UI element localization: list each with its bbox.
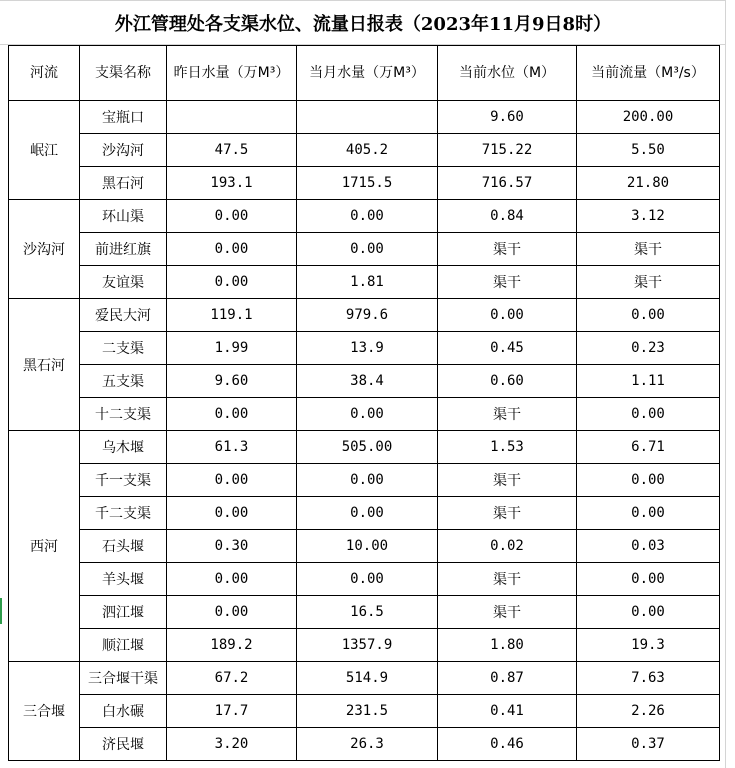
water-level-cell: 715.22 xyxy=(438,134,577,167)
header-river: 河流 xyxy=(9,46,80,101)
flow-rate-cell: 5.50 xyxy=(577,134,720,167)
river-cell: 黑石河 xyxy=(9,299,80,431)
yesterday-volume-cell xyxy=(167,101,297,134)
header-row xyxy=(9,46,720,101)
river-cell: 西河 xyxy=(9,431,80,662)
table-row xyxy=(9,728,720,761)
branch-name-cell: 三合堰干渠 xyxy=(80,662,167,695)
yesterday-volume-cell: 0.00 xyxy=(167,563,297,596)
row-selection-marker xyxy=(0,598,2,624)
yesterday-volume-cell: 9.60 xyxy=(167,365,297,398)
yesterday-volume-cell: 17.7 xyxy=(167,695,297,728)
report-title: 外江管理处各支渠水位、流量日报表（2023年11月9日8时） xyxy=(0,0,726,45)
water-level-cell: 渠干 xyxy=(438,563,577,596)
water-level-cell: 0.41 xyxy=(438,695,577,728)
header-month: 当月水量（万M³） xyxy=(297,46,438,101)
yesterday-volume-cell: 0.00 xyxy=(167,266,297,299)
branch-name-cell: 爱民大河 xyxy=(80,299,167,332)
table-row xyxy=(9,299,720,332)
flow-rate-cell: 0.00 xyxy=(577,497,720,530)
yesterday-volume-cell: 0.00 xyxy=(167,596,297,629)
branch-name-cell: 十二支渠 xyxy=(80,398,167,431)
flow-rate-cell: 0.00 xyxy=(577,398,720,431)
flow-rate-cell: 21.80 xyxy=(577,167,720,200)
month-volume-cell: 1715.5 xyxy=(297,167,438,200)
branch-name-cell: 千一支渠 xyxy=(80,464,167,497)
table-row xyxy=(9,695,720,728)
table-row xyxy=(9,332,720,365)
water-level-cell: 0.02 xyxy=(438,530,577,563)
water-level-cell: 0.00 xyxy=(438,299,577,332)
water-level-cell: 渠干 xyxy=(438,596,577,629)
header-yesterday: 昨日水量（万M³） xyxy=(167,46,297,101)
water-level-cell: 0.84 xyxy=(438,200,577,233)
water-level-cell: 渠干 xyxy=(438,233,577,266)
flow-rate-cell: 0.00 xyxy=(577,464,720,497)
yesterday-volume-cell: 1.99 xyxy=(167,332,297,365)
branch-name-cell: 环山渠 xyxy=(80,200,167,233)
flow-rate-cell: 2.26 xyxy=(577,695,720,728)
branch-name-cell: 石头堰 xyxy=(80,530,167,563)
month-volume-cell: 16.5 xyxy=(297,596,438,629)
yesterday-volume-cell: 0.30 xyxy=(167,530,297,563)
yesterday-volume-cell: 0.00 xyxy=(167,200,297,233)
table-row xyxy=(9,101,720,134)
water-level-cell: 渠干 xyxy=(438,464,577,497)
month-volume-cell xyxy=(297,101,438,134)
flow-rate-cell: 0.37 xyxy=(577,728,720,761)
water-level-cell: 9.60 xyxy=(438,101,577,134)
water-level-cell: 716.57 xyxy=(438,167,577,200)
yesterday-volume-cell: 0.00 xyxy=(167,464,297,497)
month-volume-cell: 1.81 xyxy=(297,266,438,299)
month-volume-cell: 514.9 xyxy=(297,662,438,695)
report-table-body xyxy=(9,46,720,761)
header-branch: 支渠名称 xyxy=(80,46,167,101)
month-volume-cell: 0.00 xyxy=(297,200,438,233)
flow-rate-cell: 3.12 xyxy=(577,200,720,233)
month-volume-cell: 10.00 xyxy=(297,530,438,563)
right-gridline xyxy=(725,0,735,768)
water-level-cell: 渠干 xyxy=(438,266,577,299)
yesterday-volume-cell: 119.1 xyxy=(167,299,297,332)
month-volume-cell: 38.4 xyxy=(297,365,438,398)
table-row xyxy=(9,563,720,596)
yesterday-volume-cell: 47.5 xyxy=(167,134,297,167)
month-volume-cell: 26.3 xyxy=(297,728,438,761)
branch-name-cell: 羊头堰 xyxy=(80,563,167,596)
flow-rate-cell: 19.3 xyxy=(577,629,720,662)
table-row xyxy=(9,629,720,662)
header-flow: 当前流量（M³/s） xyxy=(577,46,720,101)
water-level-cell: 0.87 xyxy=(438,662,577,695)
water-level-cell: 1.53 xyxy=(438,431,577,464)
branch-name-cell: 宝瓶口 xyxy=(80,101,167,134)
month-volume-cell: 505.00 xyxy=(297,431,438,464)
table-row xyxy=(9,200,720,233)
branch-name-cell: 黑石河 xyxy=(80,167,167,200)
branch-name-cell: 白水碾 xyxy=(80,695,167,728)
branch-name-cell: 千二支渠 xyxy=(80,497,167,530)
branch-name-cell: 友谊渠 xyxy=(80,266,167,299)
flow-rate-cell: 0.00 xyxy=(577,596,720,629)
river-cell: 三合堰 xyxy=(9,662,80,761)
flow-rate-cell: 渠干 xyxy=(577,233,720,266)
month-volume-cell: 0.00 xyxy=(297,464,438,497)
table-row xyxy=(9,398,720,431)
branch-name-cell: 沙沟河 xyxy=(80,134,167,167)
water-level-cell: 0.45 xyxy=(438,332,577,365)
water-level-cell: 1.80 xyxy=(438,629,577,662)
water-level-cell: 渠干 xyxy=(438,497,577,530)
water-level-cell: 0.60 xyxy=(438,365,577,398)
month-volume-cell: 13.9 xyxy=(297,332,438,365)
yesterday-volume-cell: 0.00 xyxy=(167,497,297,530)
water-level-cell: 渠干 xyxy=(438,398,577,431)
yesterday-volume-cell: 189.2 xyxy=(167,629,297,662)
branch-name-cell: 五支渠 xyxy=(80,365,167,398)
yesterday-volume-cell: 193.1 xyxy=(167,167,297,200)
yesterday-volume-cell: 3.20 xyxy=(167,728,297,761)
report-table-container xyxy=(8,45,720,761)
month-volume-cell: 0.00 xyxy=(297,563,438,596)
flow-rate-cell: 7.63 xyxy=(577,662,720,695)
table-row xyxy=(9,365,720,398)
water-level-cell: 0.46 xyxy=(438,728,577,761)
flow-rate-cell: 1.11 xyxy=(577,365,720,398)
table-row xyxy=(9,431,720,464)
table-row xyxy=(9,464,720,497)
report-table xyxy=(8,45,720,761)
branch-name-cell: 乌木堰 xyxy=(80,431,167,464)
yesterday-volume-cell: 0.00 xyxy=(167,398,297,431)
flow-rate-cell: 渠干 xyxy=(577,266,720,299)
branch-name-cell: 顺江堰 xyxy=(80,629,167,662)
table-row xyxy=(9,233,720,266)
branch-name-cell: 济民堰 xyxy=(80,728,167,761)
table-row xyxy=(9,167,720,200)
yesterday-volume-cell: 0.00 xyxy=(167,233,297,266)
table-row xyxy=(9,596,720,629)
yesterday-volume-cell: 67.2 xyxy=(167,662,297,695)
month-volume-cell: 0.00 xyxy=(297,233,438,266)
month-volume-cell: 0.00 xyxy=(297,497,438,530)
table-row xyxy=(9,134,720,167)
river-cell: 沙沟河 xyxy=(9,200,80,299)
flow-rate-cell: 6.71 xyxy=(577,431,720,464)
flow-rate-cell: 0.23 xyxy=(577,332,720,365)
branch-name-cell: 泗江堰 xyxy=(80,596,167,629)
header-level: 当前水位（M） xyxy=(438,46,577,101)
flow-rate-cell: 0.00 xyxy=(577,563,720,596)
flow-rate-cell: 0.03 xyxy=(577,530,720,563)
table-row xyxy=(9,662,720,695)
month-volume-cell: 1357.9 xyxy=(297,629,438,662)
month-volume-cell: 231.5 xyxy=(297,695,438,728)
branch-name-cell: 二支渠 xyxy=(80,332,167,365)
river-cell: 岷江 xyxy=(9,101,80,200)
month-volume-cell: 405.2 xyxy=(297,134,438,167)
branch-name-cell: 前进红旗 xyxy=(80,233,167,266)
table-row xyxy=(9,266,720,299)
flow-rate-cell: 0.00 xyxy=(577,299,720,332)
yesterday-volume-cell: 61.3 xyxy=(167,431,297,464)
month-volume-cell: 0.00 xyxy=(297,398,438,431)
table-row xyxy=(9,530,720,563)
table-row xyxy=(9,497,720,530)
flow-rate-cell: 200.00 xyxy=(577,101,720,134)
month-volume-cell: 979.6 xyxy=(297,299,438,332)
